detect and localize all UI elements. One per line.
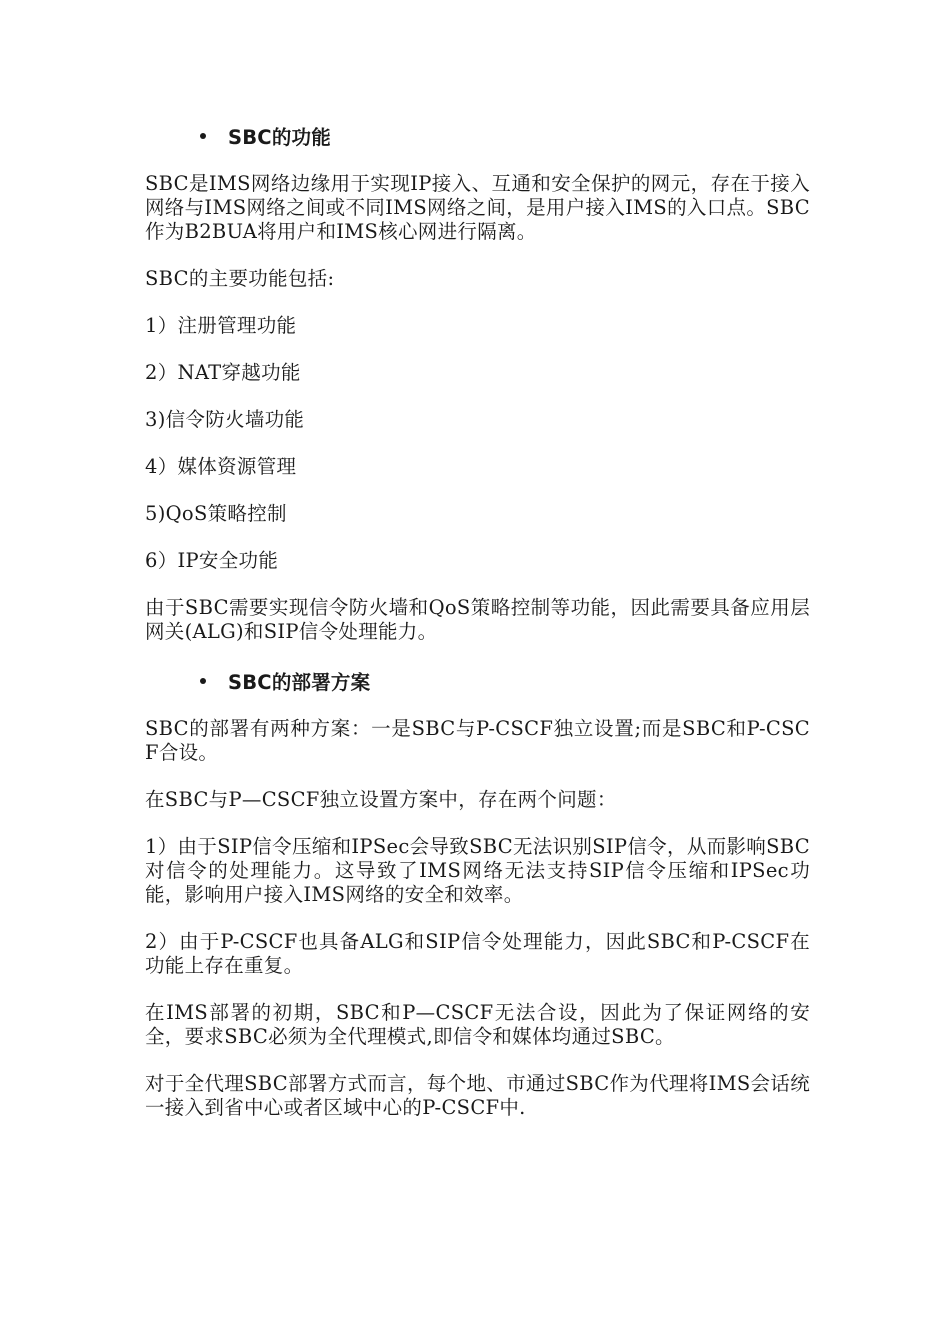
deployment-paragraph: 1）由于SIP信令压缩和IPSec会导致SBC无法识别SIP信令，从而影响SBC对信令的处理能力。这导致了IMS网络无法支持SIP信令压缩和IPSec功能，影响用户接入IMS网络的安全和效率。 (145, 835, 810, 906)
deployment-paragraph: 对于全代理SBC部署方式而言，每个地、市通过SBC作为代理将IMS会话统一接入到省中心或者区域中心的P-CSCF中. (145, 1072, 810, 1119)
bullet-icon (200, 133, 206, 139)
function-item: 6）IP安全功能 (145, 549, 279, 572)
section-heading-functions (145, 118, 810, 154)
deployment-paragraph: SBC的部署有两种方案：一是SBC与P-CSCF独立设置;而是SBC和P-CSCF合设。 (145, 717, 810, 764)
function-item: 2）NAT穿越功能 (145, 361, 301, 384)
conclusion-paragraph: 由于SBC需要实现信令防火墙和QoS策略控制等功能，因此需要具备应用层网关(ALG)和SIP信令处理能力。 (145, 596, 810, 643)
bullet-icon (200, 678, 206, 684)
deployment-paragraph: 在SBC与P—CSCF独立设置方案中，存在两个问题： (145, 788, 617, 811)
deployment-paragraph: 2）由于P-CSCF也具备ALG和SIP信令处理能力，因此SBC和P-CSCF在功能上存在重复。 (145, 930, 810, 977)
document-page (145, 118, 810, 1143)
function-item: 5)QoS策略控制 (145, 502, 287, 525)
section-heading-deployment (145, 663, 810, 699)
functions-title: SBC的主要功能包括: (145, 267, 335, 290)
function-item: 3)信令防火墙功能 (145, 408, 305, 431)
function-item: 4）媒体资源管理 (145, 455, 297, 478)
section-title: SBC的部署方案 (228, 671, 371, 694)
section-title: SBC的功能 (228, 126, 331, 149)
function-item: 1）注册管理功能 (145, 314, 297, 337)
intro-paragraph: SBC是IMS网络边缘用于实现IP接入、互通和安全保护的网元，存在于接入网络与IMS网络之间或不同IMS网络之间，是用户接入IMS的入口点。SBC作为B2BUA将用户和IMS核心网进行隔离。 (145, 172, 810, 243)
deployment-paragraph: 在IMS部署的初期，SBC和P—CSCF无法合设，因此为了保证网络的安全，要求SBC必须为全代理模式,即信令和媒体均通过SBC。 (145, 1001, 810, 1048)
